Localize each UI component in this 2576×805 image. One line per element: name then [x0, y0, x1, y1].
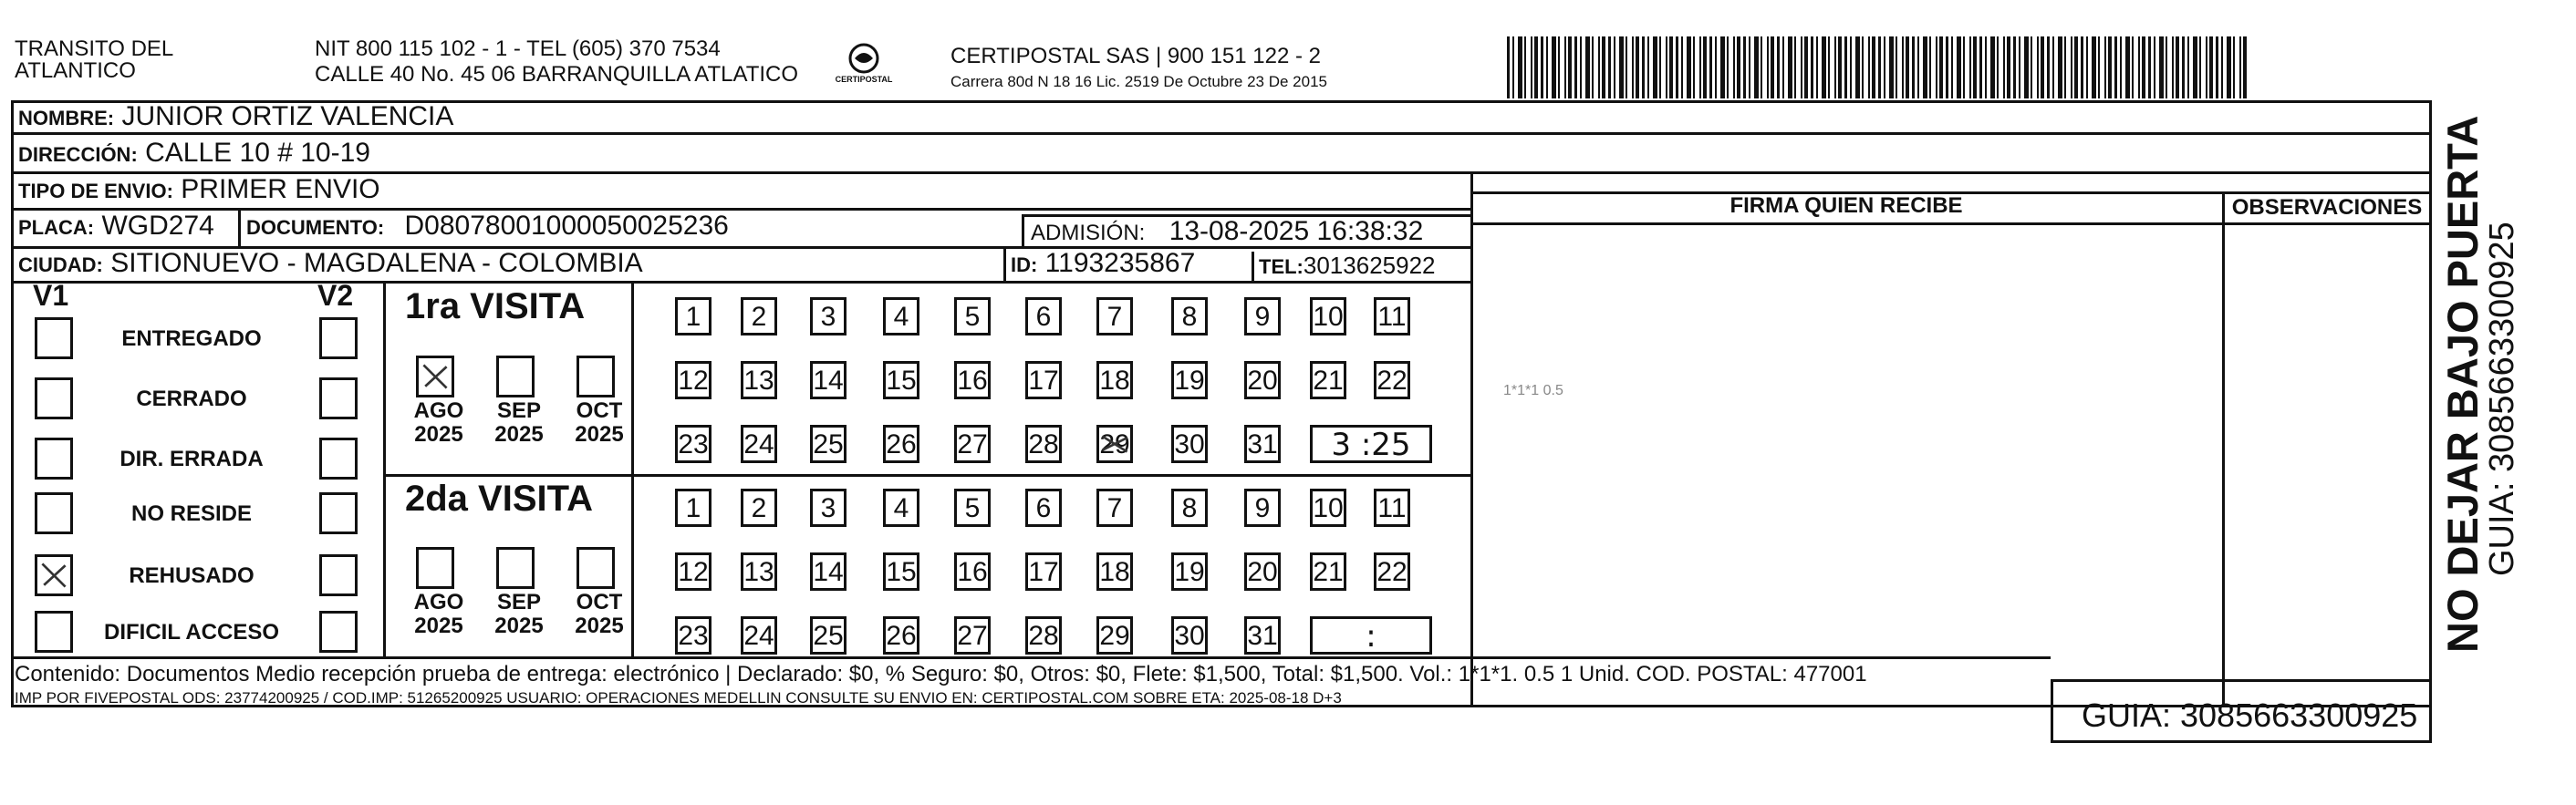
day-box[interactable]: 17 [1025, 361, 1062, 399]
month-checkbox[interactable] [416, 356, 454, 397]
day-box[interactable]: 10 [1310, 489, 1346, 527]
day-box[interactable]: 11 [1374, 297, 1410, 335]
day-box[interactable]: 26 [883, 616, 919, 655]
v1-checkbox[interactable] [35, 317, 73, 359]
certipostal-logo [832, 40, 896, 95]
month-label: SEP [496, 398, 542, 423]
day-box[interactable]: 30 [1171, 616, 1208, 655]
status-label: CERRADO [136, 387, 247, 411]
day-box[interactable]: 23 [675, 425, 712, 463]
v1-label: V1 [33, 279, 69, 312]
day-box[interactable]: 18 [1096, 552, 1133, 591]
year-label: 2025 [494, 422, 544, 447]
tel-label: TEL: [1259, 255, 1304, 278]
year-label: 2025 [575, 422, 624, 447]
nit-line2: CALLE 40 No. 45 06 BARRANQUILLA ATLATICO [315, 62, 799, 87]
day-box[interactable]: 12 [675, 552, 712, 591]
tipo-envio-row [18, 173, 380, 208]
signature-area[interactable] [1470, 224, 2222, 705]
barcode [1507, 36, 2248, 98]
day-box[interactable]: 4 [883, 297, 919, 335]
placa-value: WGD274 [101, 211, 214, 241]
day-box[interactable]: 29 [1096, 425, 1133, 463]
footer-top-rule [11, 656, 2051, 659]
nombre-value: JUNIOR ORTIZ VALENCIA [121, 101, 454, 131]
day-box[interactable]: 24 [741, 425, 777, 463]
documento-value: D08078001000050025236 [404, 211, 729, 241]
divider-tel [1252, 252, 1254, 281]
v1-checkbox[interactable] [35, 438, 73, 480]
day-box[interactable]: 1 [675, 297, 712, 335]
admision-value: 13-08-2025 16:38:32 [1169, 216, 1424, 246]
day-box[interactable]: 21 [1310, 552, 1346, 591]
stray-marks: 1*1*1 0.5 [1503, 383, 1563, 398]
status-label: REHUSADO [129, 563, 254, 588]
side-guia: GUIA: 3085663300925 [2483, 222, 2521, 576]
day-box[interactable]: 31 [1244, 616, 1281, 655]
day-box[interactable]: 23 [675, 616, 712, 655]
footer-guia: GUIA: 3085663300925 [2082, 697, 2418, 734]
day-box[interactable]: 29 [1096, 616, 1133, 655]
nombre-row [18, 100, 453, 135]
v2-label: V2 [317, 279, 354, 312]
divider-id [1003, 246, 1006, 281]
month-label: AGO [413, 590, 464, 614]
day-box[interactable]: 30 [1171, 425, 1208, 463]
admision-label: ADMISIÓN: [1031, 221, 1146, 245]
day-box[interactable]: 27 [954, 425, 991, 463]
admision-field [1031, 215, 1423, 250]
month-label: OCT [576, 590, 623, 614]
v1-checkbox[interactable] [35, 377, 73, 419]
day-box[interactable]: 28 [1025, 425, 1062, 463]
day-box[interactable]: 27 [954, 616, 991, 655]
divider-visit-left [383, 281, 386, 658]
day-box[interactable]: 3 [810, 489, 847, 527]
day-box[interactable]: 18 [1096, 361, 1133, 399]
tel-value: 3013625922 [1303, 252, 1436, 279]
direccion-row [18, 137, 370, 171]
v1-checkbox[interactable] [35, 611, 73, 653]
day-box[interactable]: 4 [883, 489, 919, 527]
day-box[interactable]: 20 [1244, 361, 1281, 399]
visit-time-box[interactable]: 3 :25 [1310, 425, 1432, 463]
documento-label: DOCUMENTO: [246, 216, 385, 239]
divider-placa [238, 208, 241, 246]
day-box[interactable]: 13 [741, 552, 777, 591]
day-box[interactable]: 9 [1244, 489, 1281, 527]
year-label: 2025 [575, 614, 624, 638]
certipostal-logo-icon [832, 40, 896, 95]
day-box[interactable]: 16 [954, 361, 991, 399]
status-label: DIR. ERRADA [119, 447, 264, 471]
observaciones-header: OBSERVACIONES [2231, 195, 2423, 220]
month-label: AGO [413, 398, 464, 423]
day-box[interactable]: 17 [1025, 552, 1062, 591]
v2-checkbox[interactable] [319, 377, 358, 419]
nombre-label: NOMBRE: [18, 107, 115, 129]
v1-checkbox[interactable] [35, 492, 73, 534]
day-box[interactable]: 31 [1244, 425, 1281, 463]
carrier-line1: CERTIPOSTAL SAS | 900 151 122 - 2 [950, 44, 1321, 68]
check-mark-icon [37, 557, 70, 593]
status-label: DIFICIL ACCESO [103, 620, 279, 645]
documento-field [246, 210, 729, 244]
day-box[interactable]: 16 [954, 552, 991, 591]
observations-area[interactable] [2225, 224, 2429, 705]
month-checkbox[interactable] [416, 547, 454, 589]
tipo-value: PRIMER ENVIO [181, 174, 380, 204]
day-box[interactable]: 22 [1374, 552, 1410, 591]
day-box[interactable]: 14 [810, 361, 847, 399]
month-label: SEP [496, 590, 542, 614]
month-checkbox[interactable] [496, 356, 535, 397]
rule-3 [11, 208, 1470, 211]
visit-mid-rule [383, 474, 1470, 477]
status-label: ENTREGADO [121, 326, 262, 351]
visit-time-box[interactable]: : [1310, 616, 1432, 655]
day-box[interactable]: 15 [883, 552, 919, 591]
id-field [1011, 247, 1195, 282]
day-box[interactable]: 6 [1025, 297, 1062, 335]
carrier-line2: Carrera 80d N 18 16 Lic. 2519 De Octubre 23 De 2015 [950, 73, 1327, 90]
company-name-line1: TRANSITO DEL [15, 36, 174, 61]
day-box[interactable]: 8 [1171, 489, 1208, 527]
day-box[interactable]: 11 [1374, 489, 1410, 527]
day-box[interactable]: 3 [810, 297, 847, 335]
v2-checkbox[interactable] [319, 492, 358, 534]
day-box[interactable]: 24 [741, 616, 777, 655]
ciudad-field [18, 247, 643, 282]
day-box[interactable]: 22 [1374, 361, 1410, 399]
day-box[interactable]: 2 [741, 489, 777, 527]
v2-checkbox[interactable] [319, 438, 358, 480]
day-box[interactable]: 7 [1096, 297, 1133, 335]
day-box[interactable]: 5 [954, 297, 991, 335]
day-box[interactable]: 19 [1171, 552, 1208, 591]
day-box[interactable]: 28 [1025, 616, 1062, 655]
year-label: 2025 [414, 422, 463, 447]
company-name-line2: ATLANTICO [15, 58, 136, 83]
strike-mark-icon [1099, 428, 1130, 460]
nit-line1: NIT 800 115 102 - 1 - TEL (605) 370 7534 [315, 36, 721, 61]
year-label: 2025 [414, 614, 463, 638]
second-visit-title: 2da VISITA [405, 479, 593, 519]
month-checkbox[interactable] [576, 547, 615, 589]
day-box[interactable]: 7 [1096, 489, 1133, 527]
check-mark-icon [419, 358, 452, 395]
v2-checkbox[interactable] [319, 317, 358, 359]
day-box[interactable]: 1 [675, 489, 712, 527]
month-label: OCT [576, 398, 623, 423]
footer-imp-line: IMP POR FIVEPOSTAL ODS: 23774200925 / COD.IMP: 51265200925 USUARIO: OPERACIONES MEDELLIN CONSULTE SU ENVIO EN: CERTIPOSTAL.COM SOBRE ETA: 2025-08-18 D+3 [15, 689, 1342, 707]
id-value: 1193235867 [1044, 248, 1196, 278]
placa-field [18, 210, 214, 244]
month-checkbox[interactable] [496, 547, 535, 589]
day-box[interactable]: 25 [810, 616, 847, 655]
day-box[interactable]: 13 [741, 361, 777, 399]
day-box[interactable]: 2 [741, 297, 777, 335]
month-checkbox[interactable] [576, 356, 615, 397]
firma-header: FIRMA QUIEN RECIBE [1729, 193, 1963, 218]
day-box[interactable]: 19 [1171, 361, 1208, 399]
ciudad-label: CIUDAD: [18, 253, 103, 276]
no-dejar-bajo-puerta: NO DEJAR BAJO PUERTA [2438, 115, 2487, 653]
day-box[interactable]: 12 [675, 361, 712, 399]
day-box[interactable]: 25 [810, 425, 847, 463]
day-box[interactable]: 9 [1244, 297, 1281, 335]
v2-checkbox[interactable] [319, 554, 358, 596]
day-box[interactable]: 10 [1310, 297, 1346, 335]
day-box[interactable]: 8 [1171, 297, 1208, 335]
visit-top-rule [383, 281, 1470, 284]
day-box[interactable]: 20 [1244, 552, 1281, 591]
day-box[interactable]: 5 [954, 489, 991, 527]
v1-checkbox[interactable] [35, 554, 73, 596]
day-box[interactable]: 26 [883, 425, 919, 463]
first-visit-title: 1ra VISITA [405, 286, 586, 326]
day-box[interactable]: 15 [883, 361, 919, 399]
status-label: NO RESIDE [130, 501, 253, 526]
ciudad-value: SITIONUEVO - MAGDALENA - COLOMBIA [110, 248, 643, 278]
direccion-value: CALLE 10 # 10-19 [145, 138, 370, 168]
direccion-label: DIRECCIÓN: [18, 143, 138, 166]
day-box[interactable]: 21 [1310, 361, 1346, 399]
day-box[interactable]: 14 [810, 552, 847, 591]
footer-contents: Contenido: Documentos Medio recepción prueba de entrega: electrónico | Declarado: $0, % Seguro: $0, Otros: $0, Flete: $1,500, Total: $1,500. Vol.: 1*1*1. 0.5 1 Unid. COD. POSTAL: 477001 [15, 662, 1867, 686]
tel-field [1259, 249, 1436, 284]
logo-text: CERTIPOSTAL [835, 75, 893, 84]
divider-visit-days [631, 281, 634, 658]
tipo-label: TIPO DE ENVIO: [18, 180, 173, 202]
day-box[interactable]: 6 [1025, 489, 1062, 527]
placa-label: PLACA: [18, 216, 95, 239]
id-label: ID: [1011, 253, 1038, 276]
year-label: 2025 [494, 614, 544, 638]
divider-admision [1022, 214, 1024, 246]
v2-checkbox[interactable] [319, 611, 358, 653]
